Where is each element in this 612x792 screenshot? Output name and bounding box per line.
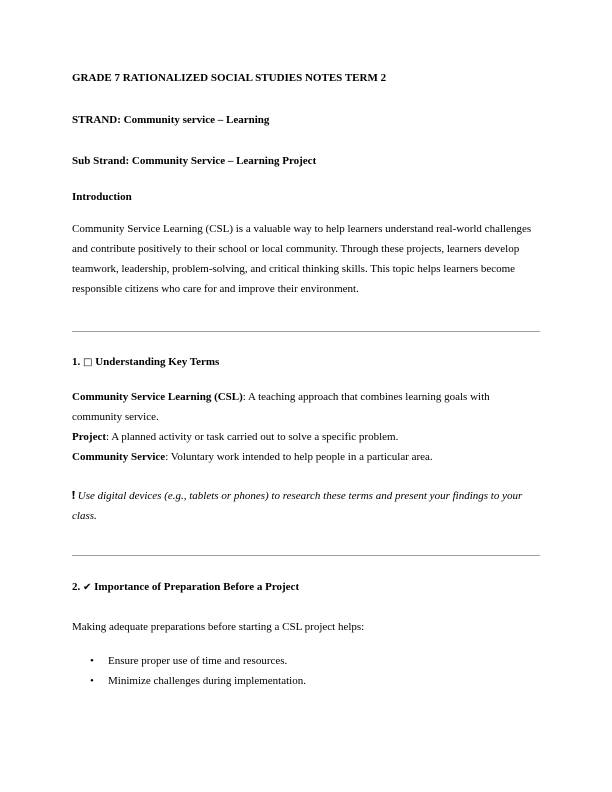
section-divider: [72, 555, 540, 556]
section2-number: 2.: [72, 581, 81, 593]
section1-number: 1.: [72, 356, 81, 368]
section2-intro: Making adequate preparations before starting a CSL project helps:: [72, 621, 365, 633]
bullet-icon: •: [90, 675, 94, 687]
preparation-bullet-list: [72, 651, 540, 691]
list-item: • Ensure proper use of time and resources.: [72, 651, 540, 671]
term-item: [72, 447, 542, 467]
section1-heading: [72, 356, 219, 368]
document-title: GRADE 7 RATIONALIZED SOCIAL STUDIES NOTES TERM 2: [72, 72, 387, 84]
section2-heading: [72, 581, 299, 593]
check-mark-icon: ✔: [83, 582, 92, 593]
term-definition: : A planned activity or task carried out to solve a specific problem.: [106, 431, 399, 443]
term-label: Project: [72, 431, 106, 443]
term-item: [72, 387, 542, 427]
tip-paragraph: [72, 486, 542, 526]
term-label: Community Service Learning (CSL): [72, 391, 243, 403]
section1-title: Understanding Key Terms: [95, 356, 220, 368]
missing-glyph-icon: □: [83, 357, 93, 368]
list-item: • Minimize challenges during implementation.: [72, 671, 540, 691]
lightbulb-icon: ❗︎: [72, 490, 75, 502]
introduction-heading: Introduction: [72, 191, 132, 203]
term-definition: : A teaching approach that combines learning goals with community service.: [72, 391, 490, 423]
key-terms-list: [72, 387, 542, 467]
section-divider: [72, 331, 540, 332]
term-definition: : Voluntary work intended to help people in a particular area.: [165, 451, 433, 463]
term-item: [72, 427, 542, 447]
term-label: Community Service: [72, 451, 166, 463]
section2-title: Importance of Preparation Before a Project: [94, 581, 300, 593]
strand-heading: STRAND: Community service – Learning: [72, 114, 270, 126]
tip-text: Use digital devices (e.g., tablets or phones) to research these terms and present your findings to your class.: [72, 490, 523, 522]
bullet-icon: •: [90, 655, 94, 667]
introduction-paragraph: Community Service Learning (CSL) is a valuable way to help learners understand real-world challenges and contribute positively to their school or local community. Through these projects, learners develop teamwork, leadership, problem-solving, and critical thinking skills. This topic helps learners become responsible citizens who care for and improve their environment.: [72, 223, 532, 295]
sub-strand-heading: Sub Strand: Community Service – Learning Project: [72, 155, 317, 167]
